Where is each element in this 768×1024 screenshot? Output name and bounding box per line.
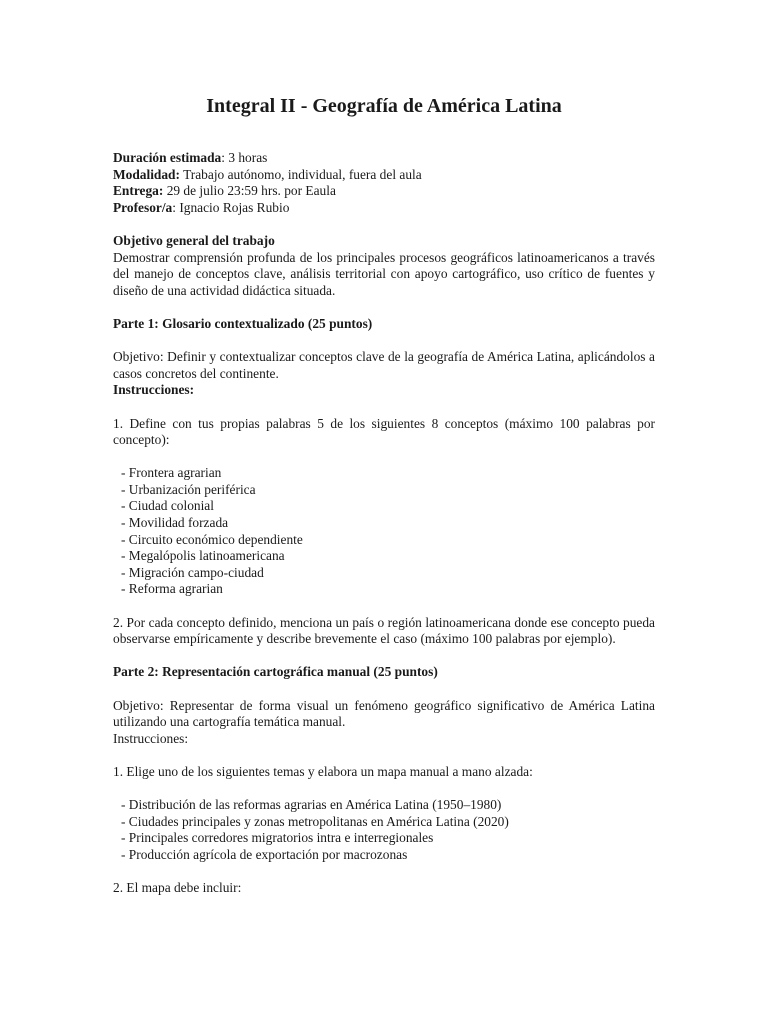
- profesor-label: Profesor/a: [113, 199, 173, 215]
- page-title: Integral II - Geografía de América Latina: [206, 95, 562, 117]
- list-item: - Distribución de las reformas agrarias en América Latina (1950–1980): [121, 797, 502, 813]
- objetivo-general-text: Demostrar comprensión profunda de los principales procesos geográficos latinoamericanos a través del manejo de conceptos clave, análisis territorial con apoyo cartográfico, uso crítico de fuentes y diseño de una actividad didáctica situada.: [113, 249, 655, 298]
- entrega-label: Entrega:: [113, 183, 164, 199]
- modalidad-value: Trabajo autónomo, individual, fuera del aula: [179, 166, 422, 182]
- duracion-line: [113, 150, 655, 167]
- duracion-value: : 3 horas: [221, 150, 268, 165]
- list-item: - Frontera agrarian: [121, 465, 222, 481]
- parte1-item1: 1. Define con tus propias palabras 5 de los siguientes 8 conceptos (máximo 100 palabras por concepto):: [113, 415, 655, 448]
- temas-list: [113, 797, 655, 863]
- list-item: - Migración campo-ciudad: [121, 564, 264, 580]
- list-item: - Producción agrícola de exportación por macrozonas: [121, 846, 408, 862]
- list-item: - Circuito económico dependiente: [121, 531, 303, 547]
- profesor-line: [113, 200, 655, 217]
- list-item: - Ciudades principales y zonas metropolitanas en América Latina (2020): [121, 813, 509, 829]
- entrega-line: [113, 183, 655, 200]
- list-item: - Principales corredores migratorios intra e interregionales: [121, 830, 434, 846]
- parte2-item1: 1. Elige uno de los siguientes temas y elabora un mapa manual a mano alzada:: [113, 763, 533, 779]
- list-item: - Reforma agrarian: [121, 581, 223, 597]
- conceptos-list: [113, 465, 655, 598]
- parte1-heading: Parte 1: Glosario contextualizado (25 puntos): [113, 315, 373, 331]
- parte2-item2: 2. El mapa debe incluir:: [113, 880, 242, 896]
- objetivo-general-heading: Objetivo general del trabajo: [113, 232, 275, 248]
- modalidad-line: [113, 167, 655, 184]
- parte2-instrucciones: Instrucciones:: [113, 730, 189, 746]
- parte1-instrucciones: Instrucciones:: [113, 382, 195, 398]
- profesor-value: : Ignacio Rojas Rubio: [172, 199, 290, 215]
- parte1-objetivo: Objetivo: Definir y contextualizar conceptos clave de la geografía de América Latina, aplicándolos a casos concretos del continente.: [113, 349, 655, 381]
- modalidad-label: Modalidad:: [113, 166, 180, 182]
- entrega-value: 29 de julio 23:59 hrs. por Eaula: [163, 183, 336, 199]
- parte1-item2: 2. Por cada concepto definido, menciona un país o región latinoamericana donde ese concepto pueda observarse empíricamente y describe brevemente el caso (máximo 100 palabras por ejemplo).: [113, 614, 655, 647]
- meta-block: [113, 150, 655, 216]
- parte2-objetivo: Objetivo: Representar de forma visual un fenómeno geográfico significativo de América Latina utilizando una cartografía temática manual.: [113, 697, 655, 730]
- list-item: - Movilidad forzada: [121, 515, 229, 531]
- list-item: - Urbanización periférica: [121, 481, 256, 497]
- list-item: - Megalópolis latinoamericana: [121, 548, 285, 564]
- list-item: - Ciudad colonial: [121, 498, 214, 514]
- duracion-label: Duración estimada: [113, 150, 222, 165]
- parte2-heading: Parte 2: Representación cartográfica manual (25 puntos): [113, 664, 438, 680]
